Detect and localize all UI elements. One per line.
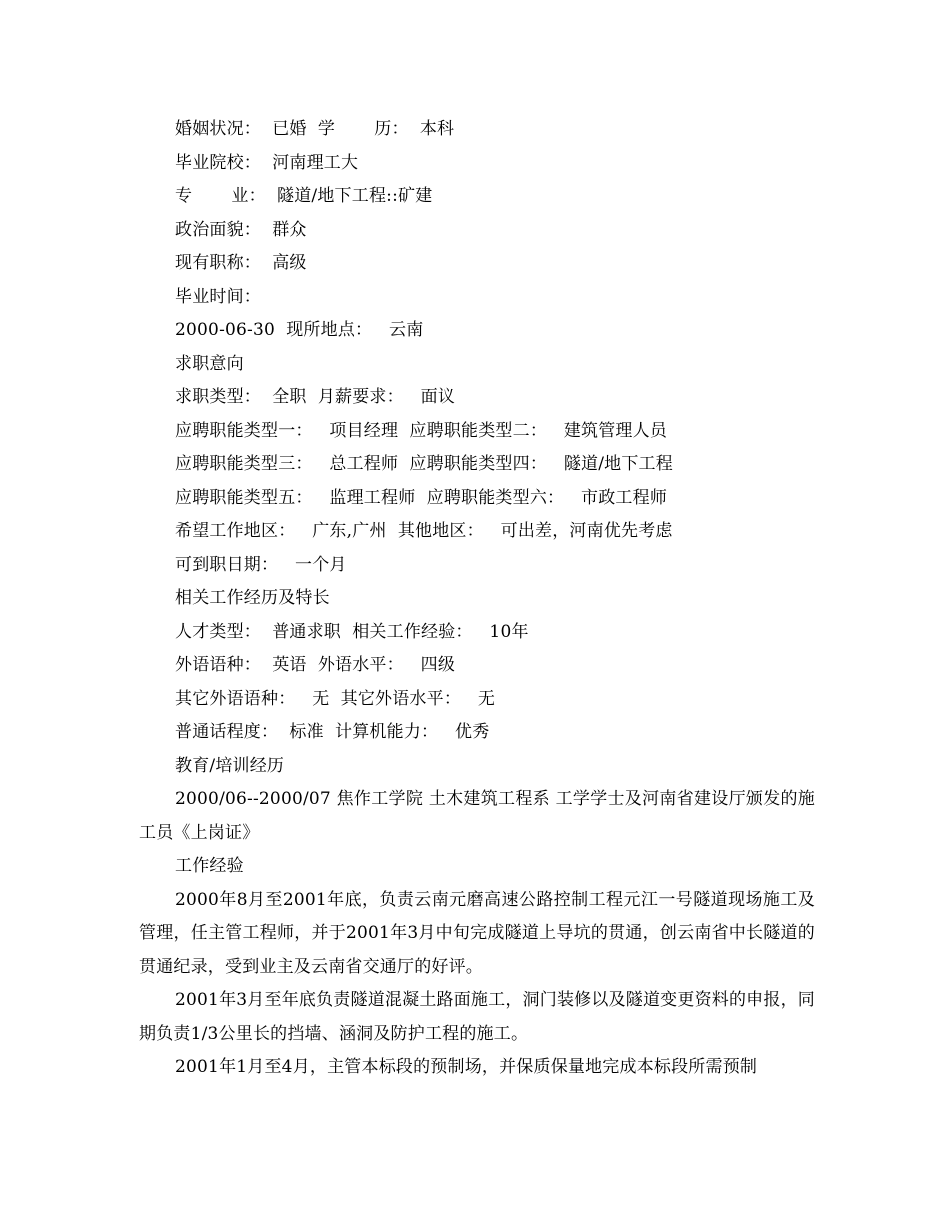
work-paragraph-2: 2001年3月至年底负责隧道混凝土路面施工，洞门装修以及隧道变更资料的申报，同期负责1/3公里长的挡墙、涵洞及防护工程的施工。 (139, 990, 815, 1044)
title-line: 现有职称： 高级 (175, 253, 307, 273)
mandarin-computer-line: 普通话程度： 标准 计算机能力： 优秀 (175, 722, 490, 742)
section-heading-experience: 相关工作经历及特长 (175, 588, 330, 608)
talent-type-line: 人才类型： 普通求职 相关工作经验： 10年 (175, 621, 529, 642)
graduation-date-location-line: 2000-06-30 现所地点： 云南 (175, 320, 424, 340)
marital-status-line: 婚姻状况： 已婚 学 历： 本科 (175, 119, 455, 139)
job-type-line: 求职类型： 全职 月薪要求： 面议 (175, 387, 456, 407)
section-heading-education: 教育/培训经历 (175, 755, 285, 776)
work-paragraph-3: 2001年1月至4月，主管本标段的预制场，并保质保量地完成本标段所需预制 (175, 1057, 758, 1077)
education-paragraph: 2000/06--2000/07 焦作工学院 土木建筑工程系 工学学士及河南省建设厅颁发的施工员《上岗证》 (139, 789, 815, 843)
start-date-line: 可到职日期： 一个月 (175, 554, 347, 575)
job-function-line-2: 应聘职能类型三： 总工程师 应聘职能类型四： 隧道/地下工程 (175, 454, 673, 474)
school-line: 毕业院校： 河南理工大 (175, 152, 359, 173)
foreign-language-line: 外语语种： 英语 外语水平： 四级 (175, 655, 456, 675)
job-function-line-3: 应聘职能类型五： 监理工程师 应聘职能类型六： 市政工程师 (175, 487, 668, 508)
other-language-line: 其它外语语种： 无 其它外语水平： 无 (175, 688, 496, 709)
major-line: 专 业： 隧道/地下工程::矿建 (175, 186, 433, 206)
section-heading-job-intent: 求职意向 (175, 353, 244, 374)
job-function-line-1: 应聘职能类型一： 项目经理 应聘职能类型二： 建筑管理人员 (175, 420, 668, 441)
work-paragraph-1: 2000年8月至2001年底，负责云南元磨高速公路控制工程元江一号隧道现场施工及管理，任主管工程师，并于2001年3月中旬完成隧道上导坑的贯通，创云南省中长隧道的贯通纪录，受到业主及云南省交通厅的好评。 (139, 889, 815, 977)
work-region-line: 希望工作地区： 广东,广州 其他地区： 可出差，河南优先考虑 (175, 521, 673, 541)
political-status-line: 政治面貌： 群众 (175, 219, 307, 240)
resume-content (139, 113, 815, 1085)
section-heading-work-experience: 工作经验 (175, 856, 244, 876)
graduation-time-line: 毕业时间： (175, 286, 261, 307)
